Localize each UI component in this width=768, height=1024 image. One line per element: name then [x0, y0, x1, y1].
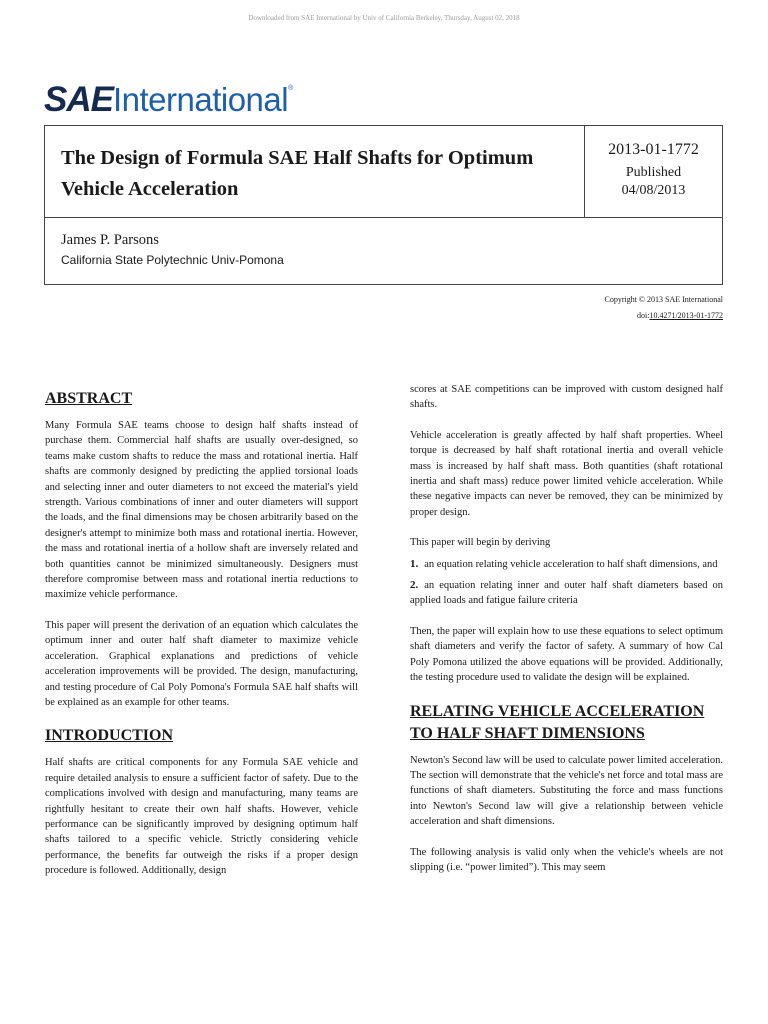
right-column — [410, 382, 723, 890]
introduction-heading: INTRODUCTION — [45, 727, 174, 745]
list-item-text: an equation relating vehicle acceleration to half shaft dimensions, and — [424, 558, 718, 570]
doi-line — [604, 308, 723, 324]
introduction-paragraph: Half shafts are critical components for any Formula SAE vehicle and require detailed analysis to ensure a sufficient factor of safety. Due to the complications involved with design and manufacturing, many teams are rightfully hesitant to create their own half shafts. However, vehicle performance can be significantly improved by designing optimum half shafts tailored to a specific vehicle. Strictly considering vehicle performance, the benefits far outweigh the risks if a proper design procedure is followed. Additionally, design — [45, 757, 358, 877]
list-item-text: an equation relating inner and outer half shaft diameters based on applied loads and fatigue failure criteria — [410, 580, 723, 607]
body-paragraph: scores at SAE competitions can be improved with custom designed half shafts. — [410, 384, 723, 411]
paper-header-box — [44, 125, 723, 285]
body-paragraph: Newton's Second law will be used to calculate power limited acceleration. The section will demonstrate that the vehicle's net force and total mass are functions of shaft diameters. Substituting the force and mass functions into Newton's Second law will give a relationship between vehicle acceleration and shaft dimensions. — [410, 754, 723, 828]
section-heading: RELATING VEHICLE ACCELERATION TO HALF SHAFT DIMENSIONS — [410, 702, 705, 742]
abstract-heading: ABSTRACT — [45, 390, 133, 407]
author-cell — [61, 232, 284, 267]
list-number: 1. — [410, 557, 419, 570]
logo-international-text: International — [112, 81, 289, 118]
published-label: Published — [625, 165, 682, 180]
abstract-paragraph: Many Formula SAE teams choose to design half shafts instead of purchase them. Commercial half shafts are usually over-designed, so teams make custom shafts to reduce the mass and rotational inertia. Half shafts are commonly designed by predicting the applied torsional loads and selecting inner and outer diameters to not exceed the material's yield strength. Various combinations of inner and outer diameters will support the loads, and the final dimensions may be chosen arbitrarily based on the designer's attempt to minimize both mass and rotational inertia. However, the mass and rotational inertia of a hollow shaft are inversely related and both quantities cannot be minimized simultaneously. Designers must therefore compromise between mass and rotational inertia reductions to maximize vehicle performance. — [45, 420, 358, 601]
logo-sae-text: SAE — [44, 80, 113, 119]
doi-link[interactable]: 10.4271/2013-01-1772 — [649, 311, 723, 320]
abstract-paragraph: This paper will present the derivation of an equation which calculates the optimum inner and outer half shaft diameter to maximize vehicle acceleration. Graphical explanations and predictions of vehicle acceleration improvements will be provided. The design, manufacturing, and testing procedure of Cal Poly Pomona's Formula SAE half shafts will be explained as an example for other teams. — [45, 619, 358, 708]
doi-label: doi: — [636, 311, 650, 320]
body-paragraph: This paper will begin by deriving — [410, 537, 551, 549]
paper-number: 2013-01-1772 — [608, 141, 699, 158]
author-name: James P. Parsons — [61, 232, 159, 248]
published-date: 04/08/2013 — [621, 183, 686, 198]
copyright-text: Copyright © 2013 SAE International — [604, 295, 723, 304]
author-affiliation: California State Polytechnic Univ-Pomona — [61, 253, 284, 267]
meta-cell — [585, 126, 722, 218]
list-number: 2. — [410, 579, 419, 592]
title-cell — [45, 126, 585, 218]
list-item — [410, 557, 723, 572]
download-note: Downloaded from SAE International by Univ of California Berkeley, Thursday, August 02, 2018 — [248, 14, 520, 22]
logo-registered-mark: ® — [288, 85, 294, 92]
left-column — [45, 384, 358, 894]
copyright-block — [604, 292, 723, 324]
paper-title: The Design of Formula SAE Half Shafts for Optimum Vehicle Acceleration — [61, 147, 534, 200]
sae-international-logo — [44, 82, 293, 117]
body-paragraph: The following analysis is valid only when the vehicle's wheels are not slipping (i.e. “power limited”). This may seem — [410, 846, 723, 873]
body-paragraph: Vehicle acceleration is greatly affected by half shaft properties. Wheel torque is decreased by half shaft rotational inertia and overall vehicle mass is increased by half shaft mass. Both quantities (shaft rotational inertia and shaft mass) reduce power limited vehicle acceleration. While these negative impacts can never be removed, they can be minimized by proper design. — [410, 429, 723, 518]
body-paragraph: Then, the paper will explain how to use these equations to select optimum shaft diameters and verify the factor of safety. A summary of how Cal Poly Pomona utilized the above equations will be provided. Additionally, the testing procedure used to validate the design will be explained. — [410, 625, 723, 684]
list-item — [410, 578, 723, 609]
